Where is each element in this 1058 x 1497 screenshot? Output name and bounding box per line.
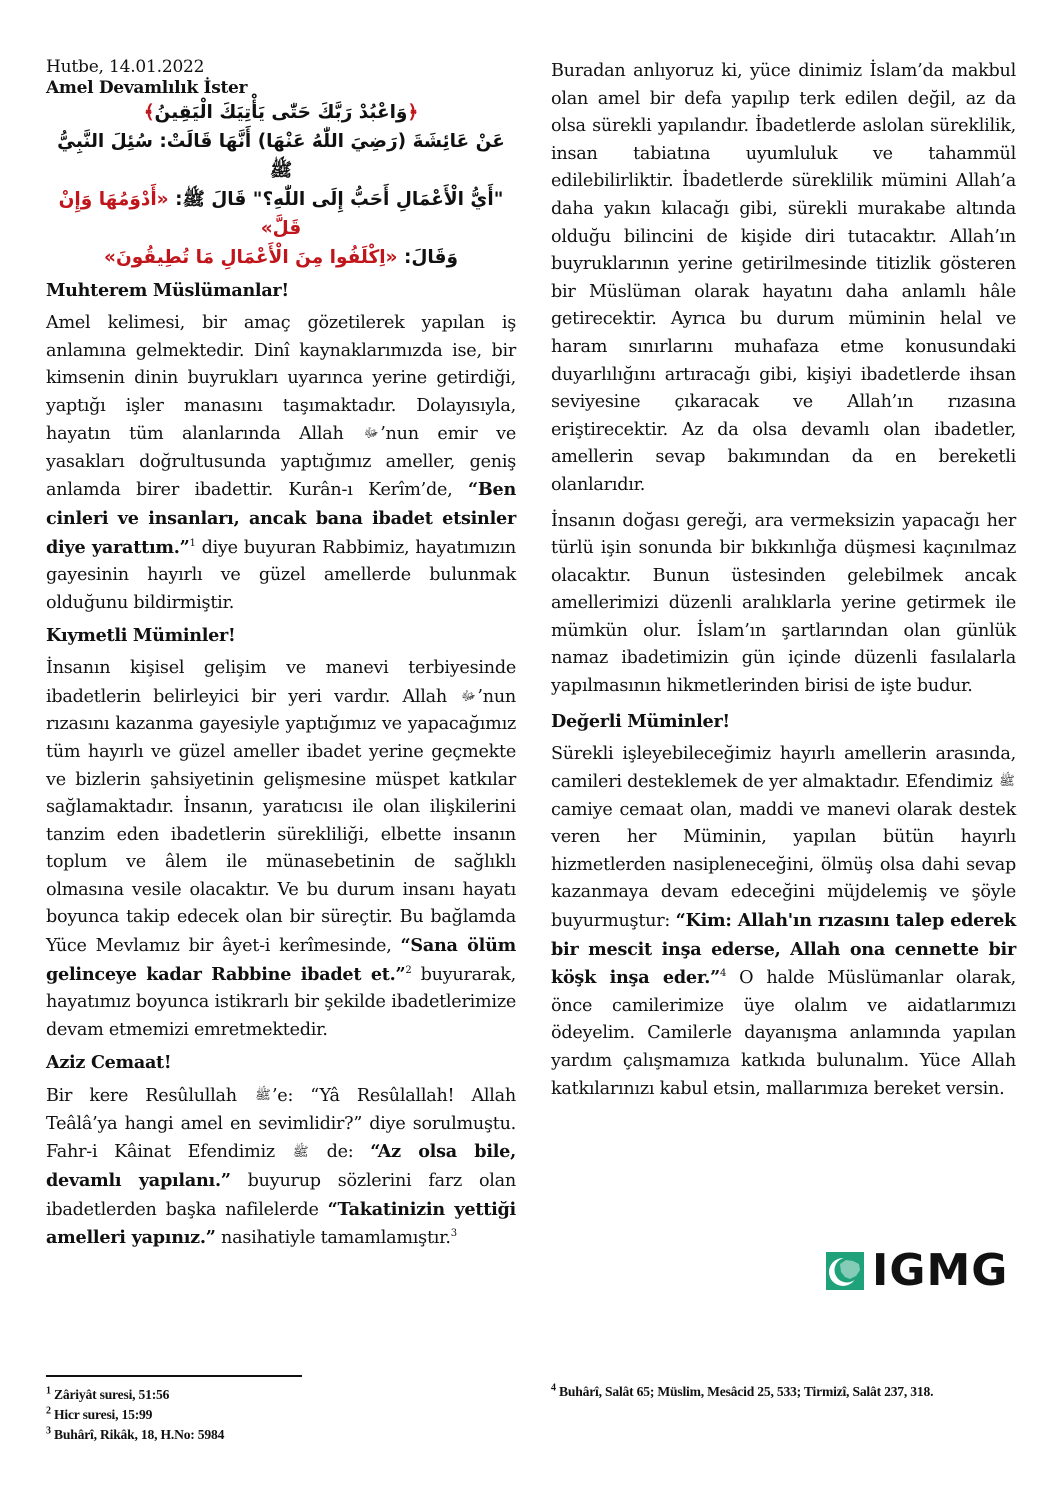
text: buyurup sözlerini farz olan ibadetlerden başka nafilelerde (46, 1171, 516, 1220)
footnote-number: 3 (46, 1425, 51, 1437)
right-column (551, 58, 1016, 1111)
sermon-date: Hutbe, 14.01.2022 (46, 57, 205, 77)
arabic-hadith-quote: «أَدْوَمُهَا وَإِنْ قَلَّ» (58, 189, 302, 239)
arabic-hadith-line-1: عَنْ عَائِشَةَ (رَضِيَ اللّٰهُ عَنْهَا) أَنَّهَا قَالَتْ: سُئِلَ النَّبِيُّ ﷺ (57, 131, 505, 181)
text: buyurarak, hayatımız boyunca istikrarlı bir şekilde ibadetlerimize devam etmemizi emretmektedir. (46, 964, 516, 1040)
arabic-hadith-line-2 (46, 185, 516, 243)
text: camiye cemaat olan, maddi ve manevi olarak destek veren her Müminin, yapılan bütün hayırlı hizmetlerden nasipleneceğini, ölmüş olsa dahi sevap kazanmaya devam edeceğini müjdelemiş ve şöyle buyurmuştur: (551, 799, 1016, 932)
logo-text: IGMG (872, 1245, 1009, 1296)
footnote (551, 1382, 1021, 1402)
hadith-quote: “Az olsa bile, devamlı yapılanı.” (46, 1141, 517, 1192)
text: Amel kelimesi, bir amaç gözetilerek yapılan iş anlamına gelmektedir. Dinî kaynaklarımızda ise, bir kimsenin dinin buyrukları uyarınca yerine getirdiği, yaptığı işler manasını taşımaktadır. Dolayısıyla, hayatın tüm alanlarında Allah (46, 313, 516, 445)
text: O halde Müslümanlar olarak, önce camilerimize üye olalım ve aidatlarımızı ödeyelim. Camilerle dayanışma anlamında yapılan yardım çalışmamıza katkıda bulunalım. Yüce Allah katkılarınızı kabul etsin, mallarımıza bereket versin. (551, 968, 1017, 1099)
jalla-jalaluhu-icon: ﷻ (363, 426, 379, 442)
ornate-bracket-close: ﴾ (143, 102, 155, 123)
section-heading: Muhterem Müslümanlar! (46, 280, 289, 301)
paragraph (551, 741, 1016, 1104)
footnote-ref: 4 (720, 968, 727, 980)
footnote-divider (46, 1375, 302, 1377)
salawat-icon: ﷺ (292, 1144, 309, 1160)
text: diye buyuran Rabbimiz, hayatımızın gayesinin hayırlı ve güzel amellerde bulunmak olduğunu bildirmiştir. (46, 537, 517, 613)
text: Bir kere Resûlullah (46, 1086, 254, 1107)
crescent-europe-icon (826, 1252, 864, 1290)
quran-quote: “Ben cinleri ve insanları, ancak bana ibadet etsinler diye yarattım.” (46, 479, 516, 558)
text: de: (309, 1142, 371, 1163)
left-column (46, 56, 516, 1259)
arabic-hadith-line-3 (46, 243, 516, 272)
text: Sürekli işleyebileceğimiz hayırlı amellerin arasında, camileri desteklemek de yer almaktadır. Efendimiz (551, 743, 1016, 793)
quran-quote: “Sana ölüm gelinceye kadar Rabbine ibadet et.” (46, 935, 516, 985)
section-heading: Aziz Cemaat! (46, 1052, 172, 1074)
hadith-quote: “Takatinizin yettiği amelleri yapınız.” (46, 1198, 516, 1249)
section-heading: Kıymetli Müminler! (46, 625, 236, 647)
section-heading: Değerli Müminler! (551, 710, 730, 732)
paragraph (46, 1082, 516, 1252)
paragraph (46, 655, 516, 1044)
footnote (46, 1405, 346, 1425)
arabic-verse-line (46, 98, 516, 127)
salawat-icon: ﷺ (999, 774, 1015, 790)
footnote-text: Hicr suresi, 15:99 (50, 1407, 153, 1422)
footnotes-right (551, 1382, 1021, 1402)
footnote (46, 1385, 346, 1405)
igmg-logo (826, 1245, 1016, 1296)
footnote-number: 1 (46, 1385, 51, 1397)
footnote-number: 4 (551, 1382, 556, 1394)
text: ’e: “Yâ Resûlallah! Allah Teâlâ’ya hangi amel en sevimlidir?” diye sorulmuştu. Fahr-i Kâinat Efendimiz (46, 1086, 516, 1163)
footnotes-left (46, 1385, 346, 1445)
footnote-ref: 3 (450, 1228, 457, 1240)
footnote-number: 2 (46, 1405, 51, 1417)
paragraph (46, 310, 516, 617)
footnote-text: Buhârî, Rikâk, 18, H.No: 5984 (50, 1427, 225, 1442)
text: nasihatiyle tamamlamıştır. (215, 1228, 451, 1249)
arabic-verse-text: وَاعْبُدْ رَبَّكَ حَتّٰى يَأْتِيَكَ الْيَقِينُ (154, 102, 408, 123)
ornate-bracket-open: ﴿ (407, 102, 419, 123)
text: İnsanın kişisel gelişim ve manevi terbiyesinde ibadetlerin belirleyici bir yeri vardır. Allah (46, 658, 516, 707)
footnote-text: Buhârî, Salât 65; Müslim, Mesâcid 25, 533; Tirmizî, Salât 237, 318. (555, 1384, 934, 1399)
footnote-ref: 2 (405, 964, 412, 976)
sermon-title: Amel Devamlılık İster (46, 78, 248, 98)
footnote-ref: 1 (189, 537, 196, 549)
footnote-text: Zâriyât suresi, 51:56 (50, 1387, 170, 1402)
text: ’nun emir ve yasakları doğrultusunda yaptığımız ameller, geniş anlamda birer ibadettir. Kurân-ı Kerîm’de, (46, 424, 516, 501)
text: ’nun rızasını kazanma gayesiyle yaptığımız ve yapacağımız tüm hayırlı ve güzel ameller ibadet yerine geçmekte ve bizlerin şahsiyetinin gelişmesine müspet katkılar sağlamaktadır. İnsanın, yaratıcısı ile olan ilişkilerini tanzim eden ibadetlerin sürekliliği, elbette insanın toplum ve âlem ile münasebetinin de sağlıklı olmasına vesile olacaktır. Ve bu durum insanı hayatı boyunca takip edecek olan bir süreçtir. Bu bağlamda Yüce Mevlamız bir âyet-i kerîmesinde, (46, 686, 516, 957)
hadith-quote: “Kim: Allah'ın rızasını talep ederek bir mescit inşa ederse, Allah ona cennette bir köşk inşa eder.” (551, 910, 1016, 989)
paragraph: İnsanın doğası gereği, ara vermeksizin yapacağı her türlü işin sonunda bir bıkkınlığa düşmesi kaçınılmaz olacaktır. Bunun üstesinden gelebilmek ancak amellerimizi düzenli aralıklarla yerine getirmek ile mümkün olur. İslam’ın şartlarından olan günlük namaz ibadetimizin gün içinde düzenli fasılalarla yapılmasının hikmetlerinden birisi de işte budur. (551, 510, 1016, 697)
arabic-verse-block (46, 98, 516, 272)
arabic-hadith-text: "أَيُّ الْأَعْمَالِ أَحَبُّ إِلَى اللّٰهِ؟" قَالَ ﷺ: (168, 189, 504, 210)
salawat-icon: ﷺ (255, 1088, 271, 1104)
footnote (46, 1425, 346, 1445)
paragraph: Buradan anlıyoruz ki, yüce dinimiz İslam’da makbul olan amel bir defa yapılıp terk edilen değil, az da olsa sürekli yapılandır. İbadetlerde aslolan süreklilik, insan tabiatına uyumluluk ve tahammül edilebilirliktir. İbadetlerde süreklilik mümini Allah’a daha yakın kılacağı gibi, sürekli murakabe altında olduğu bilincini de kişide diri tutacaktır. Allah’ın buyruklarının yerine getirilmesinde titizlik gösteren bir Müslüman olarak hayatını daha anlamlı hâle getirecektir. Ayrıca bu durum müminin helal ve haram sınırlarını muhafaza etme konusundaki duyarlılığını artıracağı gibi, kişiyi ibadetlerde ihsan seviyesine çıkaracak ve Allah’ın rızasına eriştirecektir. Az da olsa devamlı olan ibadetler, amellerin sevap bakımından da en bereketli olanlarıdır. (551, 61, 1016, 495)
arabic-hadith-text: وَقَالَ: (397, 247, 458, 268)
arabic-hadith-quote: «اِكْلَفُوا مِنَ الْأَعْمَالِ مَا تُطِيقُونَ» (104, 247, 398, 268)
jalla-jalaluhu-icon: ﷻ (461, 688, 476, 704)
